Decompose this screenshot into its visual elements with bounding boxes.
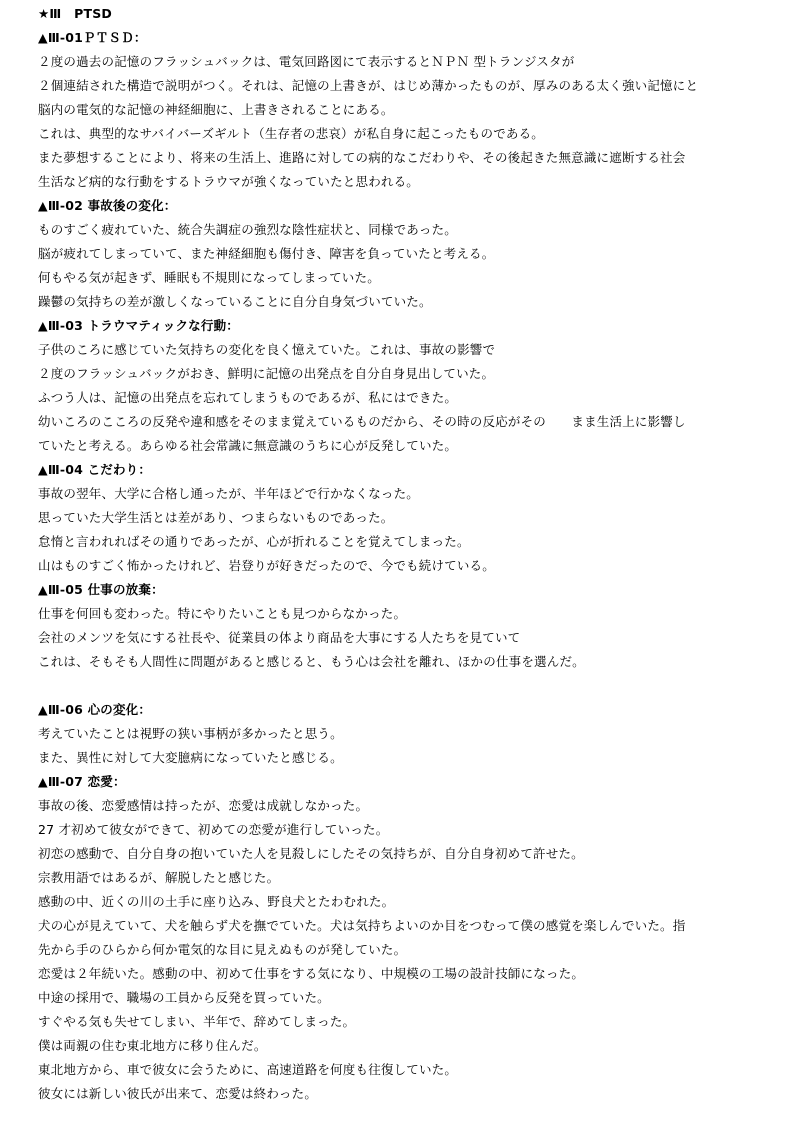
- text-line: 仕事を何回も変わった。特にやりたいことも見つからなかった。: [38, 606, 407, 621]
- blank-line: [38, 674, 768, 698]
- text-line: 脳内の電気的な記憶の神経細胞に、上書きされることにある。: [38, 102, 394, 117]
- section-heading: ▲Ⅲ-07 恋愛：: [38, 774, 126, 789]
- section-heading: ▲Ⅲ-05 仕事の放棄：: [38, 582, 164, 597]
- text-line: 子供のころに感じていた気持ちの変化を良く憶えていた。これは、事故の影響で: [38, 342, 496, 357]
- text-line: また、異性に対して大変臆病になっていたと感じる。: [38, 750, 343, 765]
- text-line: ２度のフラッシュバックがおき、鮮明に記憶の出発点を自分自身見出していた。: [38, 366, 495, 381]
- section-heading: ★Ⅲ PTSD: [38, 6, 112, 21]
- text-line: 僕は両親の住む東北地方に移り住んだ。: [38, 1038, 267, 1053]
- text-line: 先から手のひらから何か電気的な目に見えぬものが発していた。: [38, 942, 407, 957]
- text-line: 中途の採用で、職場の工員から反発を買っていた。: [38, 990, 330, 1005]
- text-line: 脳が疲れてしまっていて、また神経細胞も傷付き、障害を負っていたと考える。: [38, 246, 495, 261]
- document-body: [38, 2, 768, 1106]
- text-line: これは、そもそも人間性に問題があると感じると、もう心は会社を離れ、ほかの仕事を選んだ。: [38, 654, 585, 669]
- text-line: すぐやる気も失せてしまい、半年で、辞めてしまった。: [38, 1014, 356, 1029]
- text-line: 感動の中、近くの川の土手に座り込み、野良犬とたわむれた。: [38, 894, 395, 909]
- section-heading: ▲Ⅲ-03 トラウマティックな行動：: [38, 318, 239, 333]
- text-line: また夢想することにより、将来の生活上、進路に対しての病的なこだわりや、その後起きた無意識に遮断する社会: [38, 150, 686, 165]
- text-line: ふつう人は、記憶の出発点を忘れてしまうものであるが、私にはできた。: [38, 390, 458, 405]
- text-line: 山はものすごく怖かったけれど、岩登りが好きだったので、今でも続けている。: [38, 558, 495, 573]
- text-line: ２度の過去の記憶のフラッシュバックは、電気回路図にて表示するとＮＰＮ 型トランジスタが: [38, 54, 575, 69]
- section-heading: ▲Ⅲ-01ＰＴＳＤ：: [38, 30, 147, 45]
- text-line: 宗教用語ではあるが、解脱したと感じた。: [38, 870, 280, 885]
- text-line: 思っていた大学生活とは差があり、つまらないものであった。: [38, 510, 394, 525]
- text-line: ２個連結された構造で説明がつく。それは、記憶の上書きが、はじめ薄かったものが、厚みのある太く強い記憶にと: [38, 78, 699, 93]
- text-line: 初恋の感動で、自分自身の抱いていた人を見殺しにしたその気持ちが、自分自身初めて許せた。: [38, 846, 584, 861]
- text-line: 東北地方から、車で彼女に会うために、高速道路を何度も往復していた。: [38, 1062, 458, 1077]
- text-line: 事故の翌年、大学に合格し通ったが、半年ほどで行かなくなった。: [38, 486, 420, 501]
- text-line: 幼いころのこころの反発や違和感をそのまま覚えているものだから、その時の反応がその まま生活上に影響し: [38, 414, 686, 429]
- text-line: 27 才初めて彼女ができて、初めての恋愛が進行していった。: [38, 822, 389, 837]
- text-line: 事故の後、恋愛感情は持ったが、恋愛は成就しなかった。: [38, 798, 369, 813]
- text-line: ていたと考える。あらゆる社会常識に無意識のうちに心が反発していた。: [38, 438, 458, 453]
- text-line: 考えていたことは視野の狭い事柄が多かったと思う。: [38, 726, 343, 741]
- text-line: ものすごく疲れていた、統合失調症の強烈な陰性症状と、同様であった。: [38, 222, 457, 237]
- section-heading: ▲Ⅲ-04 こだわり：: [38, 462, 152, 477]
- text-line: 恋愛は２年続いた。感動の中、初めて仕事をする気になり、中規模の工場の設計技師になった。: [38, 966, 585, 981]
- text-line: 怠惰と言われればその通りであったが、心が折れることを覚えてしまった。: [38, 534, 470, 549]
- text-line: 躁鬱の気持ちの差が激しくなっていることに自分自身気づいていた。: [38, 294, 432, 309]
- text-line: 何もやる気が起きず、睡眠も不規則になってしまっていた。: [38, 270, 380, 285]
- text-line: これは、典型的なサバイバーズギルト（生存者の悲哀）が私自身に起こったものである。: [38, 126, 545, 141]
- text-line: 彼女には新しい彼氏が出来て、恋愛は終わった。: [38, 1086, 318, 1101]
- section-heading: ▲Ⅲ-06 心の変化：: [38, 702, 152, 717]
- text-line: 犬の心が見えていて、犬を触らず犬を撫でていた。犬は気持ちよいのか目をつむって僕の感覚を楽しんでいた。指: [38, 918, 686, 933]
- text-line: 会社のメンツを気にする社長や、従業員の体より商品を大事にする人たちを見ていて: [38, 630, 521, 645]
- section-heading: ▲Ⅲ-02 事故後の変化：: [38, 198, 177, 213]
- text-line: 生活など病的な行動をするトラウマが強くなっていたと思われる。: [38, 174, 420, 189]
